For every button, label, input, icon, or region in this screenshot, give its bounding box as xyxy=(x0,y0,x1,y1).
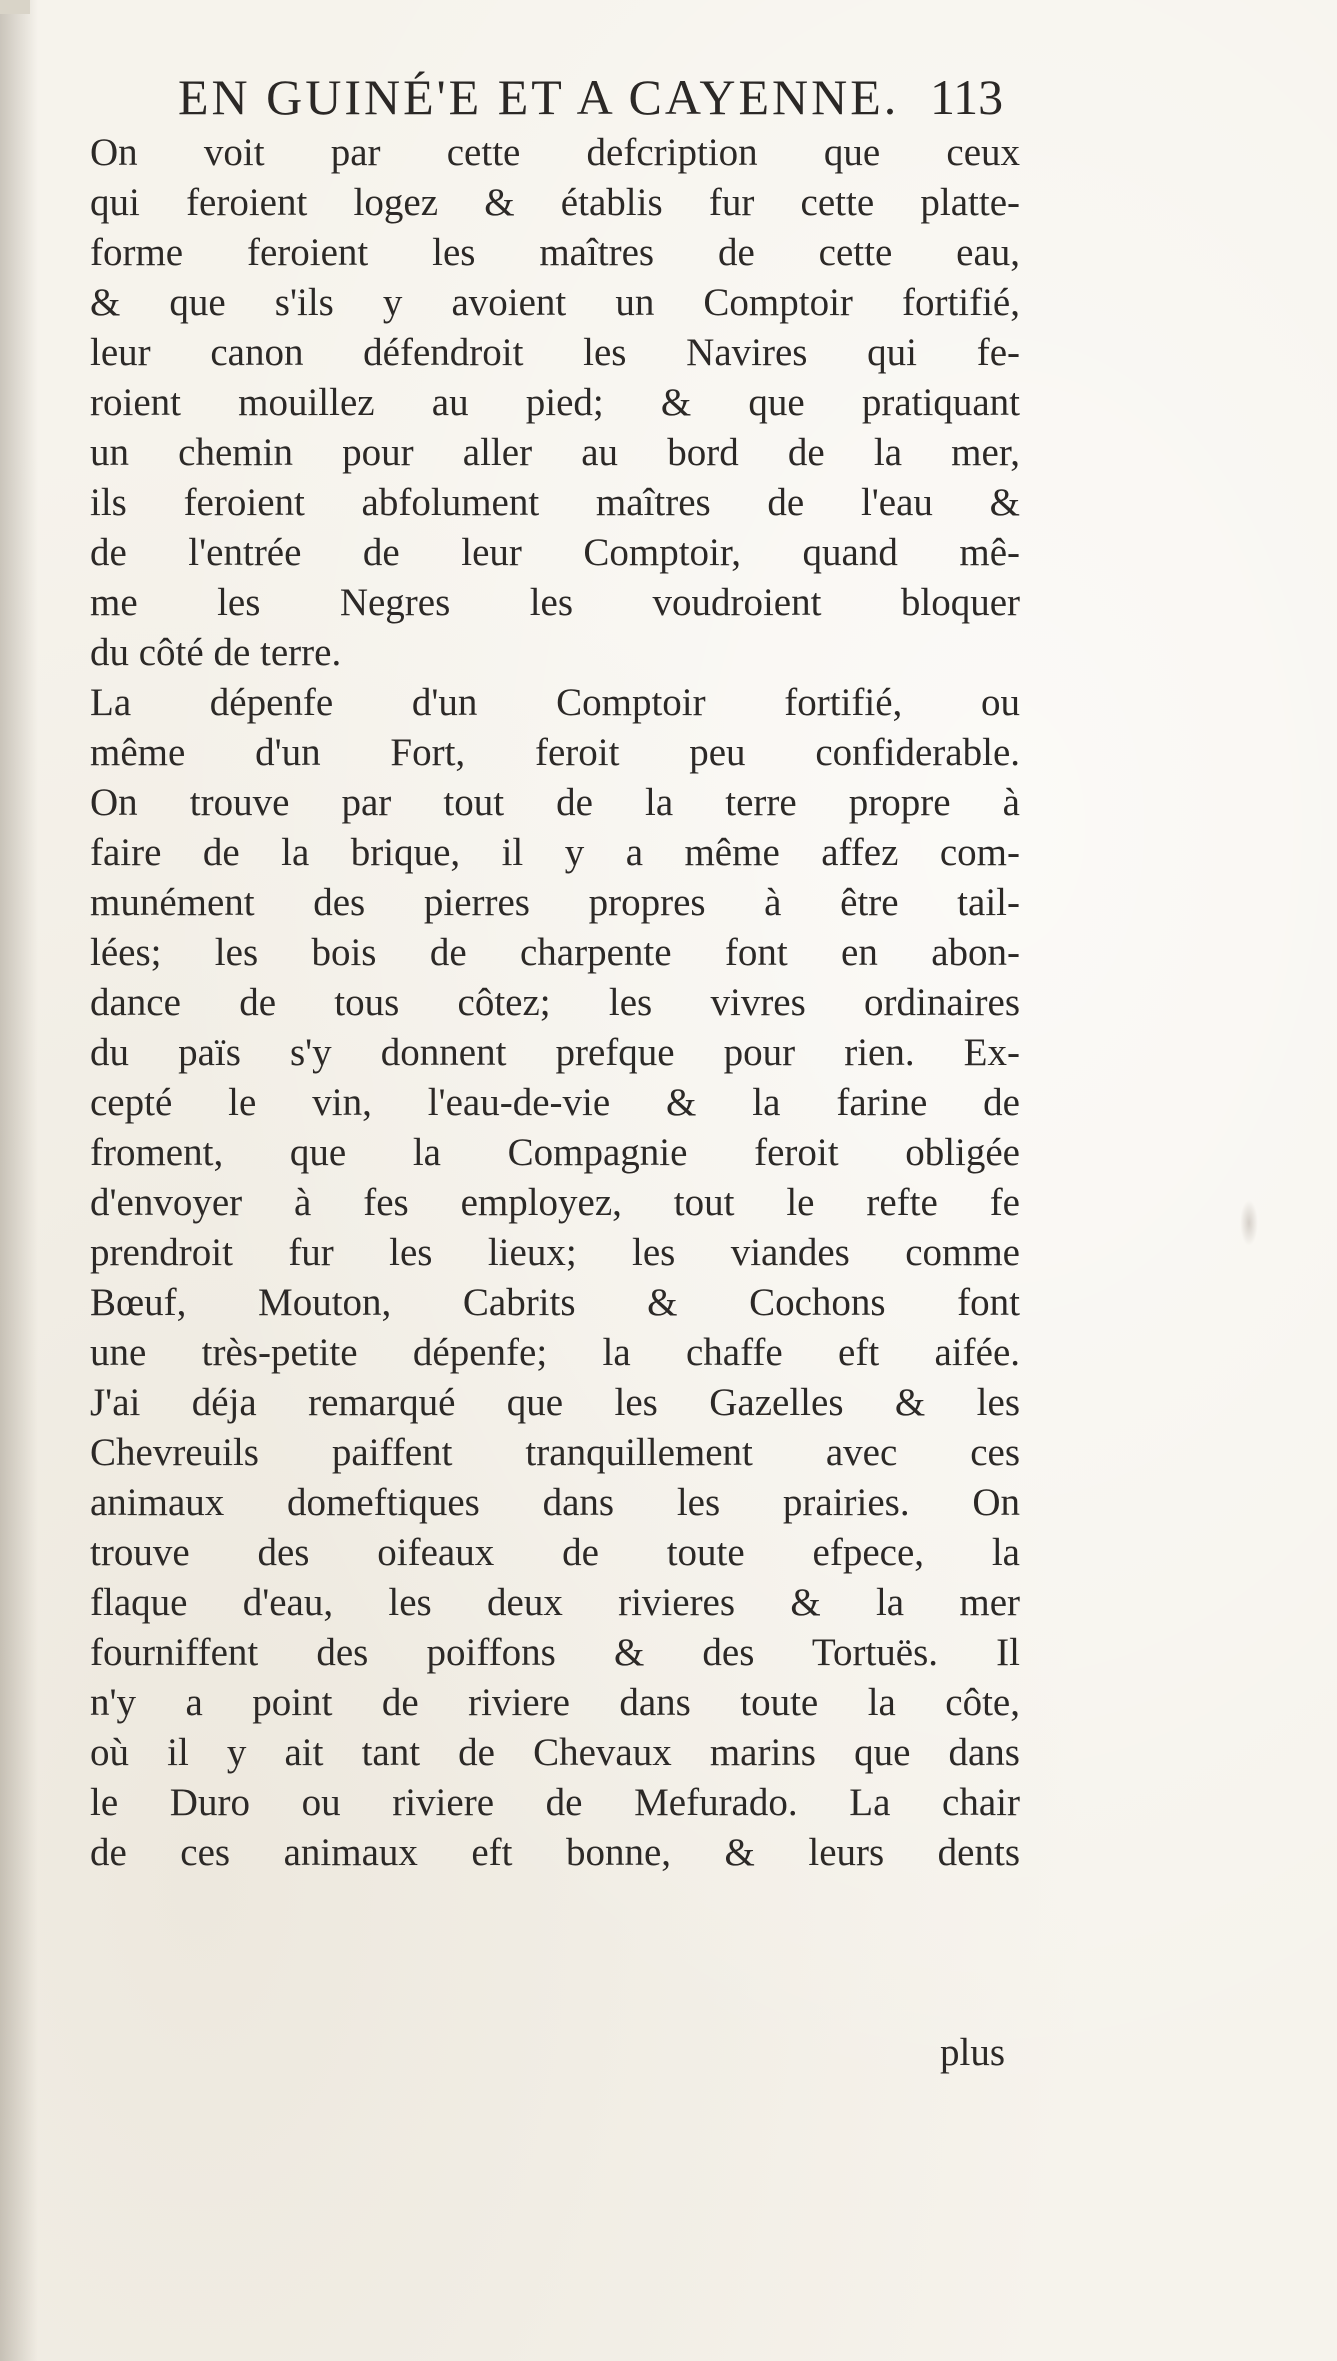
text-line: cepté le vin, l'eau-de-vie & la farine de xyxy=(90,1081,1020,1124)
text-line: d'envoyer à fes employez, tout le refte fe xyxy=(90,1181,1020,1224)
text-line: du côté de terre. xyxy=(90,631,342,674)
text-line: prendroit fur les lieux; les viandes comme xyxy=(90,1231,1020,1274)
gutter-shadow xyxy=(0,0,38,2361)
page-edge-mark xyxy=(0,0,30,14)
text-line: J'ai déja remarqué que les Gazelles & les xyxy=(90,1381,1020,1424)
text-line: me les Negres les voudroient bloquer xyxy=(90,581,1020,624)
running-title: EN GUINÉ'E ET A CAYENNE. xyxy=(178,69,900,125)
text-line: faire de la brique, il y a même affez com- xyxy=(90,831,1020,874)
text-line: du païs s'y donnent prefque pour rien. Ex- xyxy=(90,1031,1020,1074)
text-line: de ces animaux eft bonne, & leurs dents xyxy=(90,1831,1020,1874)
text-line: On trouve par tout de la terre propre à xyxy=(90,781,1020,824)
text-line: munément des pierres propres à être tail- xyxy=(90,881,1020,924)
text-line: n'y a point de riviere dans toute la côte, xyxy=(90,1681,1020,1724)
body-text xyxy=(90,128,1020,1878)
text-line: On voit par cette defcription que ceux xyxy=(90,131,1020,174)
text-line: une très-petite dépenfe; la chaffe eft aifée. xyxy=(90,1331,1020,1374)
text-line: leur canon défendroit les Navires qui fe- xyxy=(90,331,1020,374)
catchword: plus xyxy=(940,2031,1006,2074)
text-line: & que s'ils y avoient un Comptoir fortifié, xyxy=(90,281,1020,324)
text-line: roient mouillez au pied; & que pratiquant xyxy=(90,381,1020,424)
text-line: fourniffent des poiffons & des Tortuës. Il xyxy=(90,1631,1020,1674)
text-line: où il y ait tant de Chevaux marins que dans xyxy=(90,1731,1020,1774)
text-line: trouve des oifeaux de toute efpece, la xyxy=(90,1531,1020,1574)
running-head xyxy=(0,68,1337,128)
text-line: qui feroient logez & établis fur cette platte- xyxy=(90,181,1020,224)
text-line: La dépenfe d'un Comptoir fortifié, ou xyxy=(90,681,1020,724)
text-line: forme feroient les maîtres de cette eau, xyxy=(90,231,1020,274)
text-line: le Duro ou riviere de Mefurado. La chair xyxy=(90,1781,1020,1824)
paper-blemish xyxy=(1240,1200,1258,1246)
text-line: Bœuf, Mouton, Cabrits & Cochons font xyxy=(90,1281,1020,1324)
text-line: ils feroient abfolument maîtres de l'eau & xyxy=(90,481,1020,524)
text-line: même d'un Fort, feroit peu confiderable. xyxy=(90,731,1020,774)
text-line: Chevreuils paiffent tranquillement avec ces xyxy=(90,1431,1020,1474)
page-number: 113 xyxy=(930,69,1004,125)
text-line: lées; les bois de charpente font en abon- xyxy=(90,931,1020,974)
text-line: un chemin pour aller au bord de la mer, xyxy=(90,431,1020,474)
text-line: de l'entrée de leur Comptoir, quand mê- xyxy=(90,531,1020,574)
text-line: dance de tous côtez; les vivres ordinaires xyxy=(90,981,1020,1024)
text-line: flaque d'eau, les deux rivieres & la mer xyxy=(90,1581,1020,1624)
text-line: froment, que la Compagnie feroit obligée xyxy=(90,1131,1020,1174)
text-line: animaux domeftiques dans les prairies. On xyxy=(90,1481,1020,1524)
